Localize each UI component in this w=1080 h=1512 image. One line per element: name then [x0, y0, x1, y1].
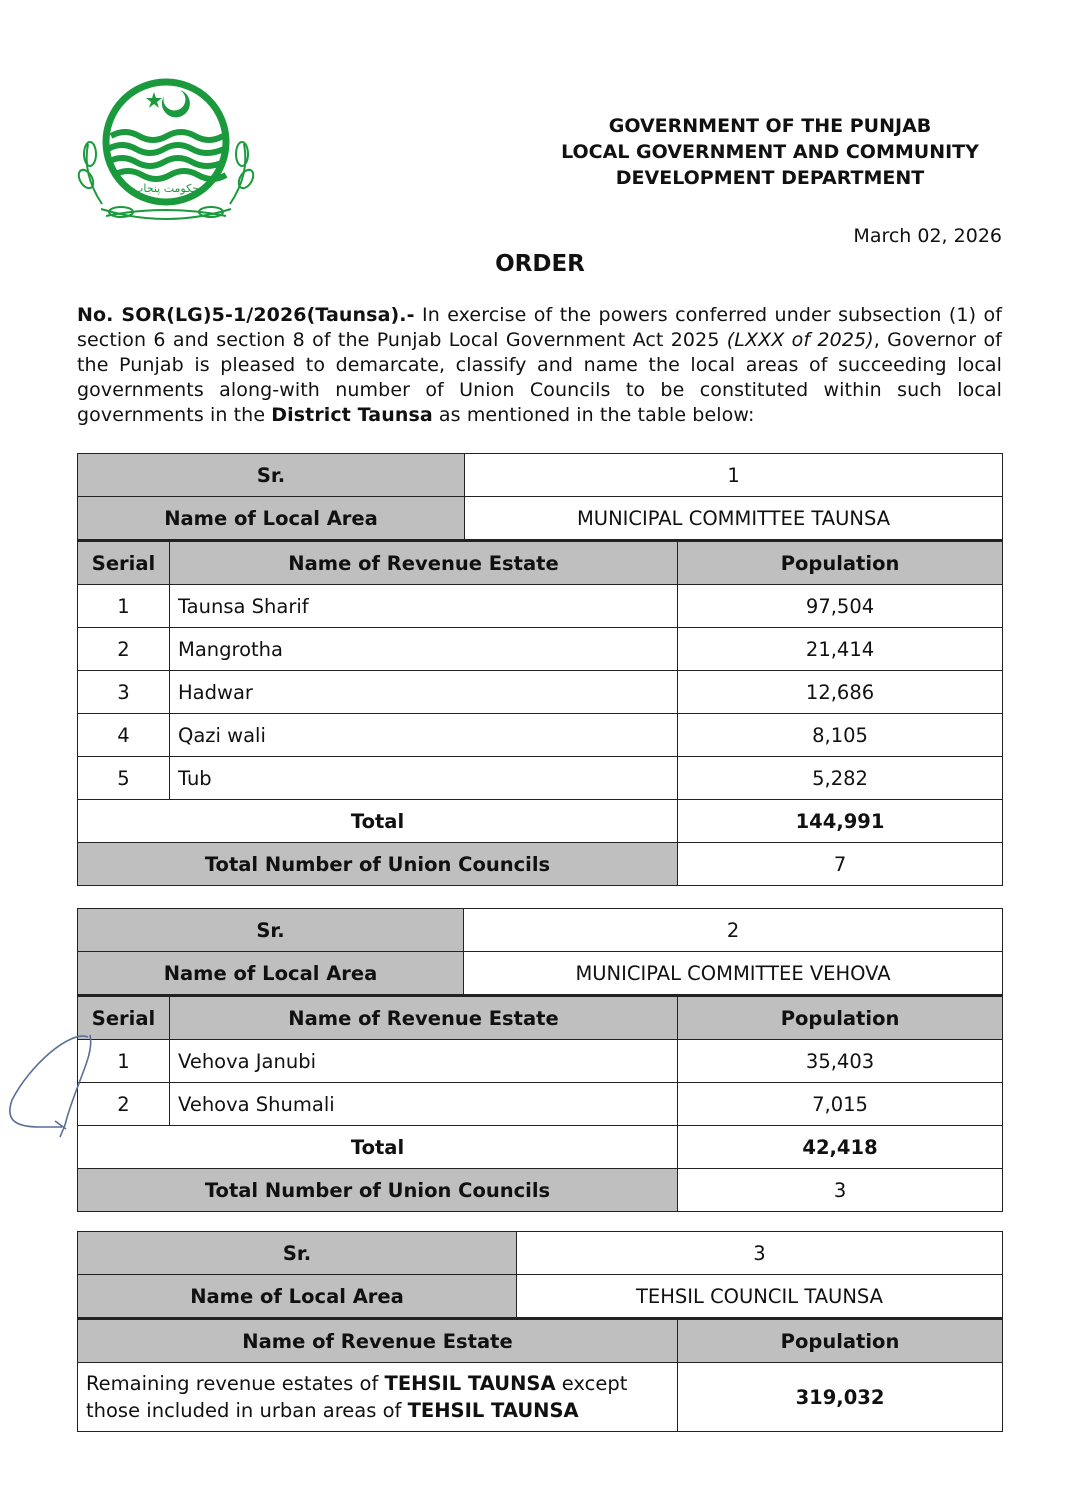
local-area-value: MUNICIPAL COMMITTEE TAUNSA: [465, 497, 1003, 541]
local-area-table-2: [77, 908, 1003, 1212]
estate-header: Name of Revenue Estate: [170, 996, 678, 1040]
serial-cell: 4: [78, 714, 170, 757]
total-label: Total: [78, 800, 678, 843]
sr-value: 3: [517, 1232, 1003, 1275]
table-row: [78, 714, 1003, 757]
estate-text: except those included in urban areas of: [86, 1372, 628, 1422]
order-paragraph: [77, 303, 1002, 428]
order-date: March 02, 2026: [853, 225, 1002, 247]
sr-label: Sr.: [78, 454, 465, 497]
header-line-3: DEVELOPMENT DEPARTMENT: [615, 167, 925, 189]
serial-header: Serial: [78, 996, 170, 1040]
serial-cell: 5: [78, 757, 170, 800]
table-row: [78, 671, 1003, 714]
population-header: Population: [678, 1319, 1003, 1363]
estate-text: Remaining revenue estates of: [86, 1372, 385, 1395]
intro-text: , Governor of the Punjab is pleased to demarcate, classify and name the local areas of succeeding local governments along-with number of Union Councils to be constituted within such local governments in the: [77, 329, 1002, 426]
population-cell: 5,282: [678, 757, 1003, 800]
table-row: [78, 1083, 1003, 1126]
serial-cell: 1: [78, 1040, 170, 1083]
local-area-value: TEHSIL COUNCIL TAUNSA: [517, 1275, 1003, 1319]
local-area-label: Name of Local Area: [78, 1275, 517, 1319]
local-area-table-3: [77, 1231, 1003, 1432]
union-councils-label: Total Number of Union Councils: [78, 1169, 678, 1212]
local-area-table-1: [77, 453, 1003, 886]
population-cell: 35,403: [678, 1040, 1003, 1083]
local-area-label: Name of Local Area: [78, 952, 464, 996]
estate-cell: Taunsa Sharif: [170, 585, 678, 628]
sr-value: 2: [464, 909, 1003, 952]
tehsil-name: TEHSIL TAUNSA: [384, 1372, 556, 1395]
serial-cell: 3: [78, 671, 170, 714]
local-area-value: MUNICIPAL COMMITTEE VEHOVA: [464, 952, 1003, 996]
population-cell: 97,504: [678, 585, 1003, 628]
estate-header: Name of Revenue Estate: [78, 1319, 678, 1363]
svg-text:حکومت پنجاب: حکومت پنجاب: [133, 182, 199, 195]
population-cell: 8,105: [678, 714, 1003, 757]
estate-cell: Tub: [170, 757, 678, 800]
estate-cell: Vehova Janubi: [170, 1040, 678, 1083]
estate-cell: Hadwar: [170, 671, 678, 714]
intro-text: as mentioned in the table below:: [432, 404, 755, 426]
tehsil-name: TEHSIL TAUNSA: [407, 1399, 579, 1422]
serial-header: Serial: [78, 541, 170, 585]
estate-cell: Qazi wali: [170, 714, 678, 757]
act-reference: (LXXX of 2025): [726, 329, 874, 351]
page-title: ORDER: [495, 251, 585, 277]
table-row: [78, 1040, 1003, 1083]
intro-text: In exercise of the powers conferred under subsection (1) of section 6 and section 8 of the Punjab Local Government Act 2025: [77, 304, 1002, 351]
estate-cell: Mangrotha: [170, 628, 678, 671]
union-councils-value: 7: [678, 843, 1003, 886]
sr-label: Sr.: [78, 909, 464, 952]
population-cell: 12,686: [678, 671, 1003, 714]
total-value: 144,991: [678, 800, 1003, 843]
population-header: Population: [678, 996, 1003, 1040]
district-name: District Taunsa: [271, 404, 433, 426]
sr-label: Sr.: [78, 1232, 517, 1275]
population-header: Population: [678, 541, 1003, 585]
total-label: Total: [78, 1126, 678, 1169]
reference-number: No. SOR(LG)5-1/2026(Taunsa).-: [77, 304, 415, 326]
union-councils-value: 3: [678, 1169, 1003, 1212]
population-cell: 319,032: [678, 1363, 1003, 1432]
serial-cell: 2: [78, 1083, 170, 1126]
estate-cell: [78, 1363, 678, 1432]
local-area-label: Name of Local Area: [78, 497, 465, 541]
estate-header: Name of Revenue Estate: [170, 541, 678, 585]
population-cell: 7,015: [678, 1083, 1003, 1126]
serial-cell: 2: [78, 628, 170, 671]
punjab-government-emblem-icon: [76, 74, 256, 229]
population-cell: 21,414: [678, 628, 1003, 671]
header-line-2: LOCAL GOVERNMENT AND COMMUNITY: [561, 141, 979, 163]
table-row: [78, 1363, 1003, 1432]
total-value: 42,418: [678, 1126, 1003, 1169]
serial-cell: 1: [78, 585, 170, 628]
estate-cell: Vehova Shumali: [170, 1083, 678, 1126]
table-row: [78, 585, 1003, 628]
sr-value: 1: [465, 454, 1003, 497]
union-councils-label: Total Number of Union Councils: [78, 843, 678, 886]
table-row: [78, 757, 1003, 800]
department-header: [540, 113, 1000, 191]
table-row: [78, 628, 1003, 671]
header-line-1: GOVERNMENT OF THE PUNJAB: [608, 115, 932, 137]
